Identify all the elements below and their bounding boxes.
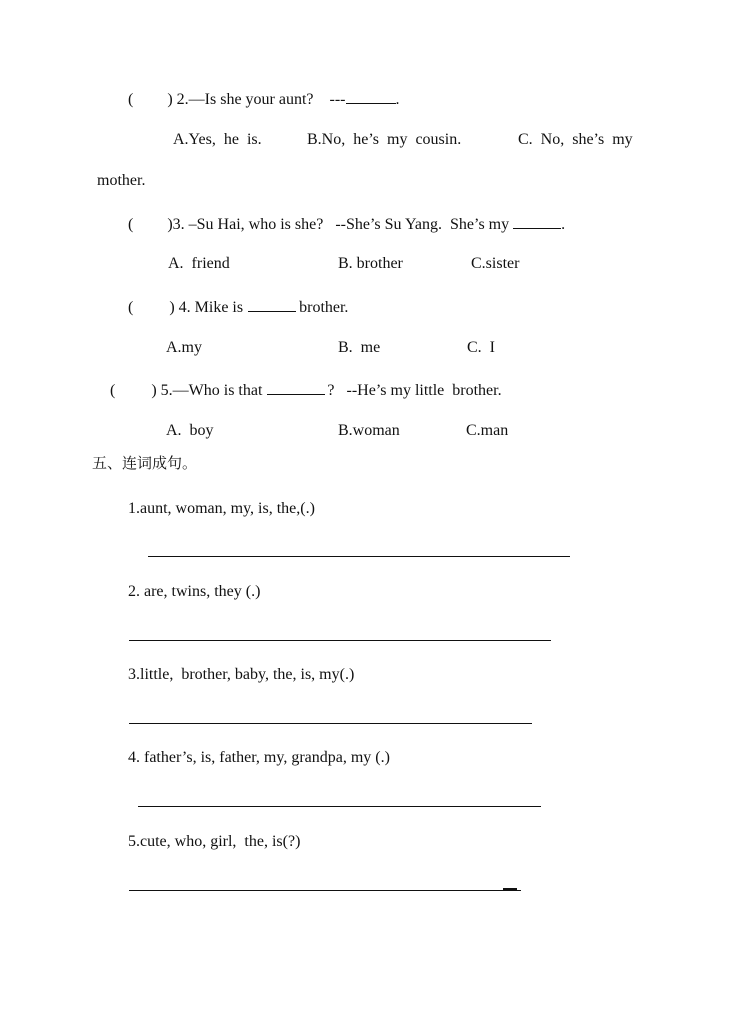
option-4b: B. me xyxy=(338,339,381,356)
option-2c-continued: mother. xyxy=(97,172,146,189)
option-2a: A.Yes, he is. xyxy=(173,131,262,148)
option-5c: C.man xyxy=(466,422,509,439)
fill-blank[interactable] xyxy=(267,379,325,395)
question-3-stem xyxy=(128,213,565,235)
answer-line-3[interactable] xyxy=(129,723,532,724)
sentence-item-1: 1.aunt, woman, my, is, the,(.) xyxy=(128,500,315,517)
question-5-end: ? --He’s my little brother. xyxy=(327,382,502,399)
fill-blank[interactable] xyxy=(346,88,396,104)
answer-line-1[interactable] xyxy=(148,556,570,557)
question-2-stem xyxy=(128,88,400,110)
question-5-stem xyxy=(110,379,502,401)
answer-bracket-open: ( xyxy=(128,91,134,108)
option-4c: C. I xyxy=(467,339,495,356)
answer-bracket-open: ( xyxy=(128,299,134,316)
fill-blank[interactable] xyxy=(248,296,296,312)
answer-line-5[interactable] xyxy=(129,890,521,891)
option-3b: B. brother xyxy=(338,255,403,272)
option-4a: A.my xyxy=(166,339,202,356)
fill-blank[interactable] xyxy=(513,213,561,229)
answer-bracket-open: ( xyxy=(128,216,134,233)
section-title: 五、连词成句。 xyxy=(92,454,198,472)
question-3-end: . xyxy=(561,216,566,233)
option-5a: A. boy xyxy=(166,422,214,439)
sentence-item-5: 5.cute, who, girl, the, is(?) xyxy=(128,833,301,850)
answer-line-5-mark xyxy=(503,888,517,890)
answer-bracket-open: ( xyxy=(110,382,116,399)
question-4-stem xyxy=(128,296,348,318)
option-2c: C. No, she’s my xyxy=(518,131,633,148)
question-4-end: brother. xyxy=(299,299,349,316)
question-5-text: ) 5.—Who is that xyxy=(151,382,263,399)
answer-line-4[interactable] xyxy=(138,806,541,807)
question-2-text: ) 2.—Is she your aunt? --- xyxy=(167,91,346,108)
answer-line-2[interactable] xyxy=(129,640,551,641)
option-3c: C.sister xyxy=(471,255,520,272)
question-4-text: ) 4. Mike is xyxy=(169,299,244,316)
question-2-end: . xyxy=(395,91,400,108)
sentence-item-2: 2. are, twins, they (.) xyxy=(128,583,261,600)
sentence-item-4: 4. father’s, is, father, my, grandpa, my (.) xyxy=(128,749,390,766)
question-3-text: )3. –Su Hai, who is she? --She’s Su Yang. She’s my xyxy=(167,216,510,233)
sentence-item-3: 3.little, brother, baby, the, is, my(.) xyxy=(128,666,355,683)
option-2b: B.No, he’s my cousin. xyxy=(307,131,462,148)
option-5b: B.woman xyxy=(338,422,400,439)
option-3a: A. friend xyxy=(168,255,230,272)
